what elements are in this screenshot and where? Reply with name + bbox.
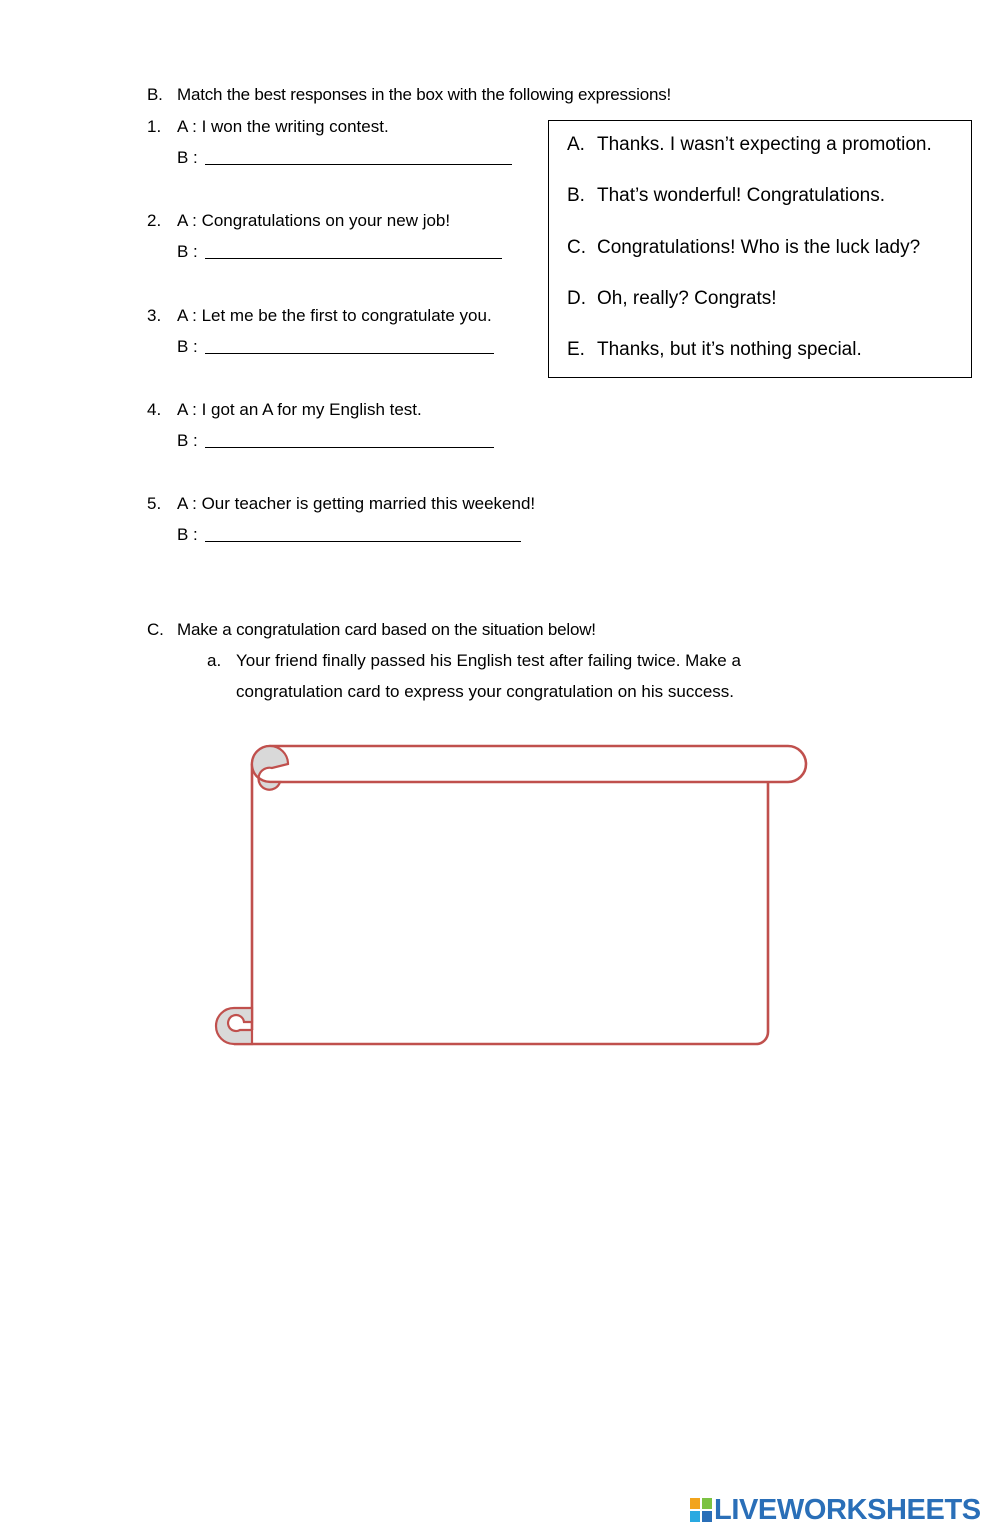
answer-4-input[interactable] [205, 447, 494, 448]
question-1-number: 1. [147, 117, 162, 136]
section-c-item-letter: a. [207, 651, 222, 670]
question-2-prompt: A : Congratulations on your new job! [177, 211, 451, 230]
question-3-number: 3. [147, 306, 162, 325]
question-5-b-label: B : [177, 525, 198, 544]
section-b-heading [147, 85, 847, 107]
question-1-prompt: A : I won the writing contest. [177, 117, 389, 136]
response-option-e-text: Thanks, but it’s nothing special. [597, 339, 862, 360]
scroll-top-roll [252, 746, 806, 782]
response-option-a-text: Thanks. I wasn’t expecting a promotion. [597, 134, 932, 155]
question-4-number: 4. [147, 400, 162, 419]
answer-5-input[interactable] [205, 541, 521, 542]
section-b-letter: B. [147, 85, 163, 104]
answer-3-input[interactable] [205, 353, 494, 354]
liveworksheets-logo-text: LIVEWORKSHEETS [714, 1494, 981, 1526]
response-option-d-text: Oh, really? Congrats! [597, 288, 777, 309]
question-4-prompt: A : I got an A for my English test. [177, 400, 422, 419]
scroll-bottom-curl-icon [216, 1008, 252, 1044]
liveworksheets-logo-icon [690, 1498, 712, 1522]
scroll-body [234, 764, 768, 1044]
response-option-a-letter: A. [567, 134, 585, 155]
congratulation-card-scroll[interactable] [210, 740, 812, 1050]
question-3-b-label: B : [177, 337, 198, 356]
section-c-item-line-2: congratulation card to express your congratulation on his success. [236, 682, 734, 701]
question-2-b-label: B : [177, 242, 198, 261]
question-5-number: 5. [147, 494, 162, 513]
response-option-d-letter: D. [567, 288, 586, 309]
response-option-b-letter: B. [567, 185, 585, 206]
liveworksheets-logo[interactable] [690, 1494, 990, 1526]
section-b-title: Match the best responses in the box with the following expressions! [177, 85, 672, 104]
answer-2-input[interactable] [205, 258, 502, 259]
answer-1-input[interactable] [205, 164, 512, 165]
section-c-letter: C. [147, 620, 164, 639]
response-option-c-letter: C. [567, 237, 586, 258]
response-option-e-letter: E. [567, 339, 585, 360]
response-option-c-text: Congratulations! Who is the luck lady? [597, 237, 921, 258]
question-3-prompt: A : Let me be the first to congratulate you. [177, 306, 492, 325]
section-c-heading [147, 620, 847, 642]
question-4-b-label: B : [177, 431, 198, 450]
responses-box [548, 120, 972, 378]
section-c-item-line-1: Your friend finally passed his English test after failing twice. Make a [236, 651, 741, 670]
question-5-prompt: A : Our teacher is getting married this weekend! [177, 494, 536, 513]
question-1-b-label: B : [177, 148, 198, 167]
section-c-title: Make a congratulation card based on the situation below! [177, 620, 596, 639]
response-option-b-text: That’s wonderful! Congratulations. [597, 185, 885, 206]
question-2-number: 2. [147, 211, 162, 230]
